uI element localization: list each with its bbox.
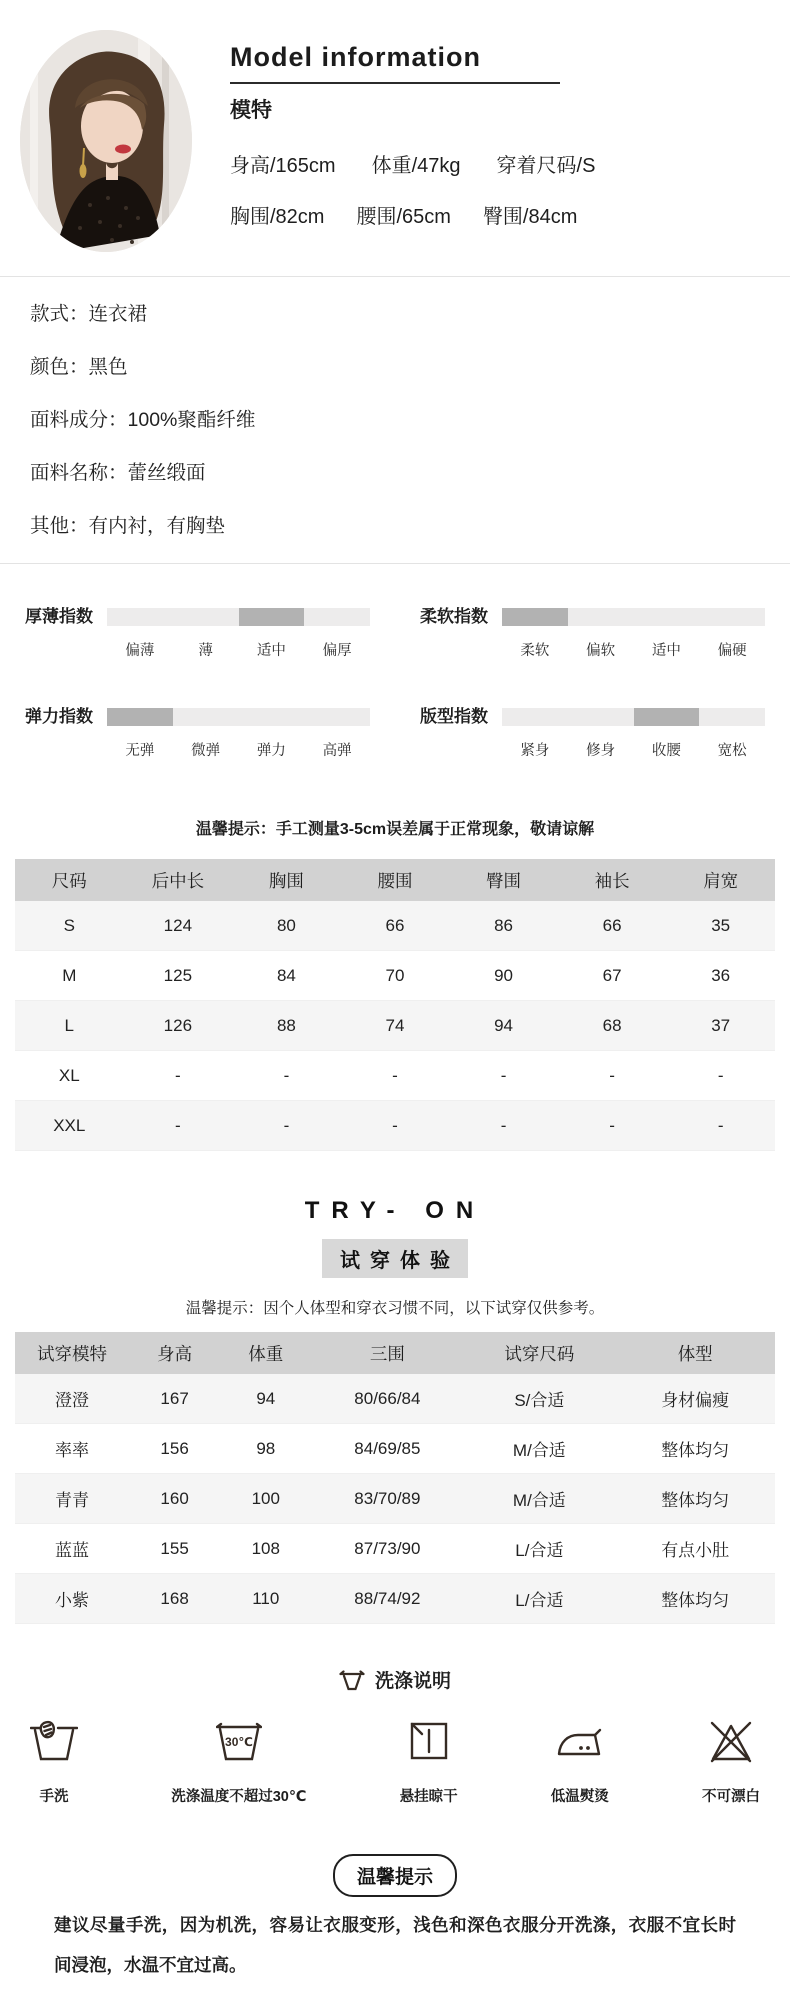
table-cell: 70	[341, 951, 450, 1001]
model-info-section	[0, 0, 790, 252]
index-options	[502, 639, 765, 660]
size-table-header: 尺码	[15, 859, 124, 901]
table-cell: 160	[129, 1474, 220, 1524]
warm-tip-badge: 温馨提示	[333, 1854, 457, 1897]
table-cell: 有点小肚	[615, 1524, 775, 1574]
wash-item-iron	[551, 1719, 609, 1806]
detail-color: 颜色：黑色	[30, 356, 128, 378]
tryon-table-header: 体型	[615, 1332, 775, 1374]
tryon-tip: 温馨提示：因个人体型和穿衣习惯不同，以下试穿仅供参考。	[185, 1300, 605, 1317]
index-option: 宽松	[717, 743, 747, 759]
model-stat: 胸围/82cm	[230, 206, 325, 228]
size-table	[15, 859, 775, 1151]
index-option: 偏硬	[717, 643, 747, 659]
washing-items	[0, 1719, 790, 1806]
model-stat: 臀围/84cm	[482, 206, 578, 228]
index-label: 柔软指数	[420, 607, 488, 626]
table-cell: 青青	[15, 1474, 129, 1524]
table-cell: 167	[129, 1374, 220, 1424]
table-cell: 84	[232, 951, 341, 1001]
table-cell: -	[449, 1051, 558, 1101]
index-option: 修身	[586, 743, 616, 759]
warm-tip-badge-wrap	[0, 1854, 790, 1897]
model-stats-row2	[230, 200, 765, 229]
model-stat: 身高/165cm	[230, 155, 336, 177]
wash-30c-icon	[216, 1719, 262, 1763]
table-cell: S/合适	[463, 1374, 615, 1424]
table-cell: XL	[15, 1051, 124, 1101]
table-cell: -	[232, 1101, 341, 1151]
index-option: 薄	[198, 643, 213, 659]
hang-dry-icon	[405, 1719, 453, 1763]
index-option: 偏软	[586, 643, 616, 659]
index-option: 微弹	[191, 743, 221, 759]
table-cell: -	[558, 1101, 667, 1151]
detail-fabric-composition: 面料成分：100%聚酯纤维	[30, 409, 256, 431]
wash-item-hand-wash	[30, 1719, 78, 1806]
size-table-header: 臀围	[449, 859, 558, 901]
table-cell: 126	[124, 1001, 233, 1051]
table-row	[15, 1574, 775, 1624]
product-details-section	[0, 277, 790, 563]
table-cell: -	[666, 1101, 775, 1151]
table-cell: 87/73/90	[311, 1524, 463, 1574]
table-cell: -	[341, 1101, 450, 1151]
index-option: 紧身	[520, 743, 550, 759]
table-row	[15, 1374, 775, 1424]
wash-item-label: 低温熨烫	[550, 1789, 609, 1805]
table-row	[15, 1051, 775, 1101]
table-cell: 90	[449, 951, 558, 1001]
model-photo	[20, 30, 192, 252]
model-info-title: Model information	[230, 42, 481, 72]
tryon-table-header: 试穿尺码	[463, 1332, 615, 1374]
no-bleach-icon	[707, 1719, 755, 1763]
size-table-header: 袖长	[558, 859, 667, 901]
table-cell: 37	[666, 1001, 775, 1051]
index-option: 偏厚	[322, 643, 352, 659]
table-cell: 66	[341, 901, 450, 951]
index-bar	[107, 608, 370, 626]
index-options	[107, 739, 370, 760]
index-bar	[107, 708, 370, 726]
table-cell: 156	[129, 1424, 220, 1474]
table-cell: -	[232, 1051, 341, 1101]
model-stat: 穿着尺码/S	[496, 155, 596, 177]
table-row	[15, 901, 775, 951]
washing-heading	[0, 1666, 790, 1693]
table-cell: 83/70/89	[311, 1474, 463, 1524]
table-cell: L/合适	[463, 1524, 615, 1574]
size-table-header-row	[15, 859, 775, 901]
table-cell: 110	[220, 1574, 311, 1624]
index-option: 偏薄	[125, 643, 155, 659]
size-table-header: 腰围	[341, 859, 450, 901]
size-table-header: 胸围	[232, 859, 341, 901]
table-cell: -	[558, 1051, 667, 1101]
table-cell: 168	[129, 1574, 220, 1624]
index-options	[502, 739, 765, 760]
index-label: 弹力指数	[25, 707, 93, 726]
tryon-table	[15, 1332, 775, 1624]
table-row	[15, 1101, 775, 1151]
size-table-header: 肩宽	[666, 859, 775, 901]
table-cell: 88	[232, 1001, 341, 1051]
tryon-table-body	[15, 1374, 775, 1624]
detail-fabric-name: 面料名称：蕾丝缎面	[30, 462, 206, 484]
model-portrait-illustration	[20, 30, 192, 252]
model-stats-row1	[230, 149, 765, 178]
washing-title: 洗涤说明	[374, 1671, 451, 1692]
index-option: 适中	[256, 643, 286, 659]
table-cell: 94	[220, 1374, 311, 1424]
size-table-body	[15, 901, 775, 1151]
table-cell: L	[15, 1001, 124, 1051]
tryon-table-header: 试穿模特	[15, 1332, 129, 1374]
detail-other: 其他：有内衬，有胸垫	[30, 515, 226, 537]
tryon-table-header: 体重	[220, 1332, 311, 1374]
table-cell: S	[15, 901, 124, 951]
table-row	[15, 951, 775, 1001]
index-label: 厚薄指数	[25, 607, 93, 626]
table-cell: 125	[124, 951, 233, 1001]
table-cell: 小紫	[15, 1574, 129, 1624]
table-cell: -	[341, 1051, 450, 1101]
index-option: 弹力	[256, 743, 286, 759]
table-cell: 80/66/84	[311, 1374, 463, 1424]
table-cell: 36	[666, 951, 775, 1001]
tryon-table-header: 三围	[311, 1332, 463, 1374]
tryon-title-cn: 试穿体验	[322, 1239, 468, 1278]
index-softness	[420, 608, 765, 660]
index-thickness	[25, 608, 370, 660]
hand-wash-icon	[30, 1719, 78, 1763]
table-cell: 155	[129, 1524, 220, 1574]
table-cell: M/合适	[463, 1424, 615, 1474]
table-cell: 108	[220, 1524, 311, 1574]
table-cell: 整体均匀	[615, 1574, 775, 1624]
wash-item-label: 悬挂晾干	[399, 1789, 458, 1805]
index-option: 适中	[651, 643, 681, 659]
index-options	[107, 639, 370, 660]
table-row	[15, 1524, 775, 1574]
svg-text:30℃: 30℃	[224, 1735, 253, 1749]
iron-low-heat-icon	[556, 1719, 604, 1763]
table-cell: XXL	[15, 1101, 124, 1151]
size-table-header: 后中长	[124, 859, 233, 901]
table-cell: 88/74/92	[311, 1574, 463, 1624]
table-cell: 94	[449, 1001, 558, 1051]
table-row	[15, 1474, 775, 1524]
table-cell: 124	[124, 901, 233, 951]
table-cell: 100	[220, 1474, 311, 1524]
index-label: 版型指数	[420, 707, 488, 726]
model-stat: 腰围/65cm	[356, 206, 451, 228]
table-cell: -	[449, 1101, 558, 1151]
table-cell: 68	[558, 1001, 667, 1051]
index-fit	[420, 708, 765, 760]
size-table-tip: 温馨提示：手工测量3-5cm误差属于正常现象，敬请谅解	[195, 821, 595, 838]
table-cell: -	[124, 1051, 233, 1101]
table-cell: 身材偏瘦	[615, 1374, 775, 1424]
tryon-title-en: TRY- ON	[304, 1197, 486, 1224]
table-cell: 35	[666, 901, 775, 951]
detail-style: 款式：连衣裙	[30, 303, 148, 325]
index-option: 收腰	[651, 743, 681, 759]
index-option: 高弹	[322, 743, 352, 759]
fabric-index-section	[0, 564, 790, 760]
table-cell: 74	[341, 1001, 450, 1051]
table-cell: 66	[558, 901, 667, 951]
tryon-table-header: 身高	[129, 1332, 220, 1374]
wash-item-no-bleach	[702, 1719, 760, 1806]
index-option: 无弹	[125, 743, 155, 759]
wash-item-temp-30	[171, 1719, 306, 1806]
table-cell: 率率	[15, 1424, 129, 1474]
table-row	[15, 1001, 775, 1051]
table-cell: 98	[220, 1424, 311, 1474]
model-info-title-cn: 模特	[230, 99, 272, 122]
index-elasticity	[25, 708, 370, 760]
table-cell: 澄澄	[15, 1374, 129, 1424]
wash-item-label: 洗涤温度不超过30℃	[171, 1789, 307, 1805]
wash-item-label: 手洗	[39, 1789, 69, 1805]
table-cell: 80	[232, 901, 341, 951]
model-stat: 体重/47kg	[371, 155, 461, 177]
wash-basin-icon	[339, 1668, 365, 1692]
wash-item-label: 不可漂白	[702, 1789, 760, 1805]
table-cell: M	[15, 951, 124, 1001]
model-info-title-underline	[230, 42, 560, 84]
table-cell: -	[666, 1051, 775, 1101]
table-cell: 84/69/85	[311, 1424, 463, 1474]
table-cell: 整体均匀	[615, 1424, 775, 1474]
table-cell: 67	[558, 951, 667, 1001]
table-cell: L/合适	[463, 1574, 615, 1624]
tryon-table-header-row	[15, 1332, 775, 1374]
table-row	[15, 1424, 775, 1474]
table-cell: 整体均匀	[615, 1474, 775, 1524]
table-cell: 86	[449, 901, 558, 951]
table-cell: -	[124, 1101, 233, 1151]
index-bar	[502, 708, 765, 726]
wash-item-hang-dry	[400, 1719, 458, 1806]
tryon-title-cn-wrap	[0, 1239, 790, 1278]
table-cell: 蓝蓝	[15, 1524, 129, 1574]
index-option: 柔软	[520, 643, 550, 659]
index-bar	[502, 608, 765, 626]
model-info-block	[230, 30, 765, 252]
table-cell: M/合适	[463, 1474, 615, 1524]
warm-tip-text: 建议尽量手洗，因为机洗，容易让衣服变形，浅色和深色衣服分开洗涤，衣服不宜长时间浸泡，水温不宜过高。	[54, 1915, 736, 1975]
